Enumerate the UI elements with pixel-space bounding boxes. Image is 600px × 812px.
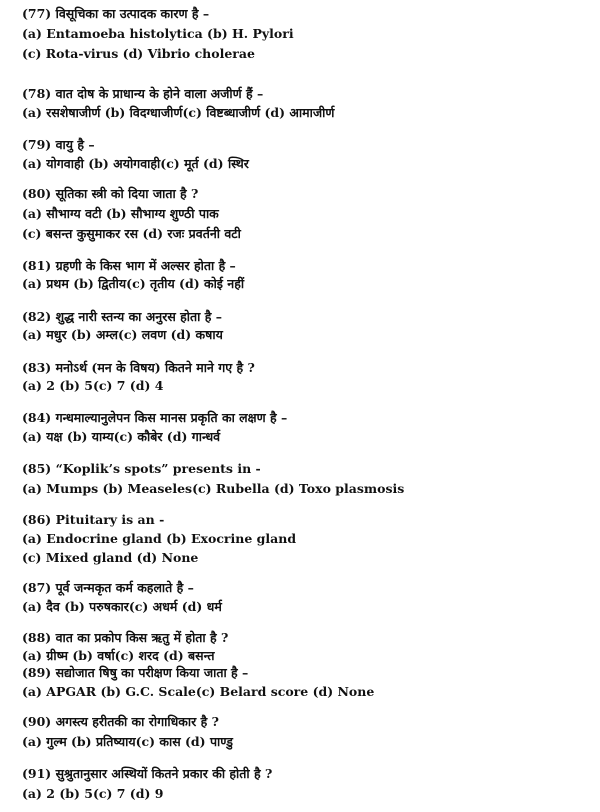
question-86 bbox=[22, 512, 590, 572]
options-line: (a) Entamoeba histolytica (b) H. Pylori bbox=[22, 26, 294, 41]
question-78 bbox=[22, 86, 590, 126]
question-84 bbox=[22, 410, 590, 450]
question-text: (83) मनोऽर्थ (मन के विषय) कितने माने गए है ? bbox=[22, 360, 255, 375]
question-text: (82) शुद्ध नारी स्तन्य का अनुरस होता है – bbox=[22, 309, 222, 324]
question-79 bbox=[22, 137, 590, 177]
options-line: (a) दैव (b) परुषकार(c) अधर्म (d) धर्म bbox=[22, 599, 222, 614]
question-83 bbox=[22, 360, 590, 400]
options-line: (c) Rota-virus (d) Vibrio cholerae bbox=[22, 46, 255, 61]
question-87 bbox=[22, 580, 590, 620]
question-88-89 bbox=[22, 630, 590, 710]
options-line: (a) 2 (b) 5(c) 7 (d) 4 bbox=[22, 378, 164, 393]
options-line: (a) APGAR (b) G.C. Scale(c) Belard score (d) None bbox=[22, 684, 375, 699]
question-85 bbox=[22, 461, 590, 501]
options-line: (a) यक्ष (b) याम्य(c) कौबेर (d) गान्धर्व bbox=[22, 429, 221, 444]
question-text: (90) अगस्त्य हरीतकी का रोगाधिकार है ? bbox=[22, 714, 219, 729]
options-line: (a) Mumps (b) Measeles(c) Rubella (d) Toxo plasmosis bbox=[22, 481, 405, 496]
options-line: (a) मधुर (b) अम्ल(c) लवण (d) कषाय bbox=[22, 327, 223, 342]
options-line: (a) सौभाग्य वटी (b) सौभाग्य शुण्ठी पाक bbox=[22, 206, 219, 221]
options-line: (a) गुल्म (b) प्रतिष्याय(c) कास (d) पाण्डु bbox=[22, 734, 233, 749]
question-77 bbox=[22, 6, 590, 66]
options-line: (a) प्रथम (b) द्वितीय(c) तृतीय (d) कोई नहीं bbox=[22, 276, 245, 291]
question-text: (79) वायु है – bbox=[22, 137, 95, 152]
question-80 bbox=[22, 186, 590, 246]
question-text: (77) विसूचिका का उत्पादक कारण है – bbox=[22, 6, 210, 21]
options-line: (a) रसशेषाजीर्ण (b) विदग्धाजीर्ण(c) विष्टब्धाजीर्ण (d) आमाजीर्ण bbox=[22, 105, 335, 120]
options-line: (a) 2 (b) 5(c) 7 (d) 9 bbox=[22, 786, 164, 801]
question-text: (88) वात का प्रकोप किस ऋतु में होता है ? bbox=[22, 630, 229, 645]
question-text: (91) सुश्रुतानुसार अस्थियों कितने प्रकार की होती है ? bbox=[22, 766, 273, 781]
question-91 bbox=[22, 766, 590, 806]
question-90 bbox=[22, 714, 590, 754]
options-line: (c) बसन्त कुसुमाकर रस (d) रजः प्रवर्तनी वटी bbox=[22, 226, 241, 241]
options-line: (c) Mixed gland (d) None bbox=[22, 550, 199, 565]
options-line: (a) Endocrine gland (b) Exocrine gland bbox=[22, 531, 297, 546]
question-text: (85) “Koplik’s spots” presents in - bbox=[22, 461, 261, 476]
question-text: (86) Pituitary is an - bbox=[22, 512, 165, 527]
options-line: (a) ग्रीष्म (b) वर्षा(c) शरद (d) बसन्त bbox=[22, 648, 215, 663]
question-text: (87) पूर्व जन्मकृत कर्म कहलाते है – bbox=[22, 580, 194, 595]
options-line: (a) योगवाही (b) अयोगवाही(c) मूर्त (d) स्थिर bbox=[22, 156, 249, 171]
question-text: (78) वात दोष के प्राधान्य के होने वाला अजीर्ण हैं – bbox=[22, 86, 264, 101]
question-81 bbox=[22, 258, 590, 298]
question-text: (80) सूतिका स्त्री को दिया जाता है ? bbox=[22, 186, 199, 201]
question-text: (89) सद्योजात षिषु का परीक्षण किया जाता है – bbox=[22, 665, 249, 680]
question-82 bbox=[22, 309, 590, 349]
question-text: (81) ग्रहणी के किस भाग में अल्सर होता है – bbox=[22, 258, 236, 273]
question-text: (84) गन्धमाल्यानुलेपन किस मानस प्रकृति का लक्षण है – bbox=[22, 410, 288, 425]
